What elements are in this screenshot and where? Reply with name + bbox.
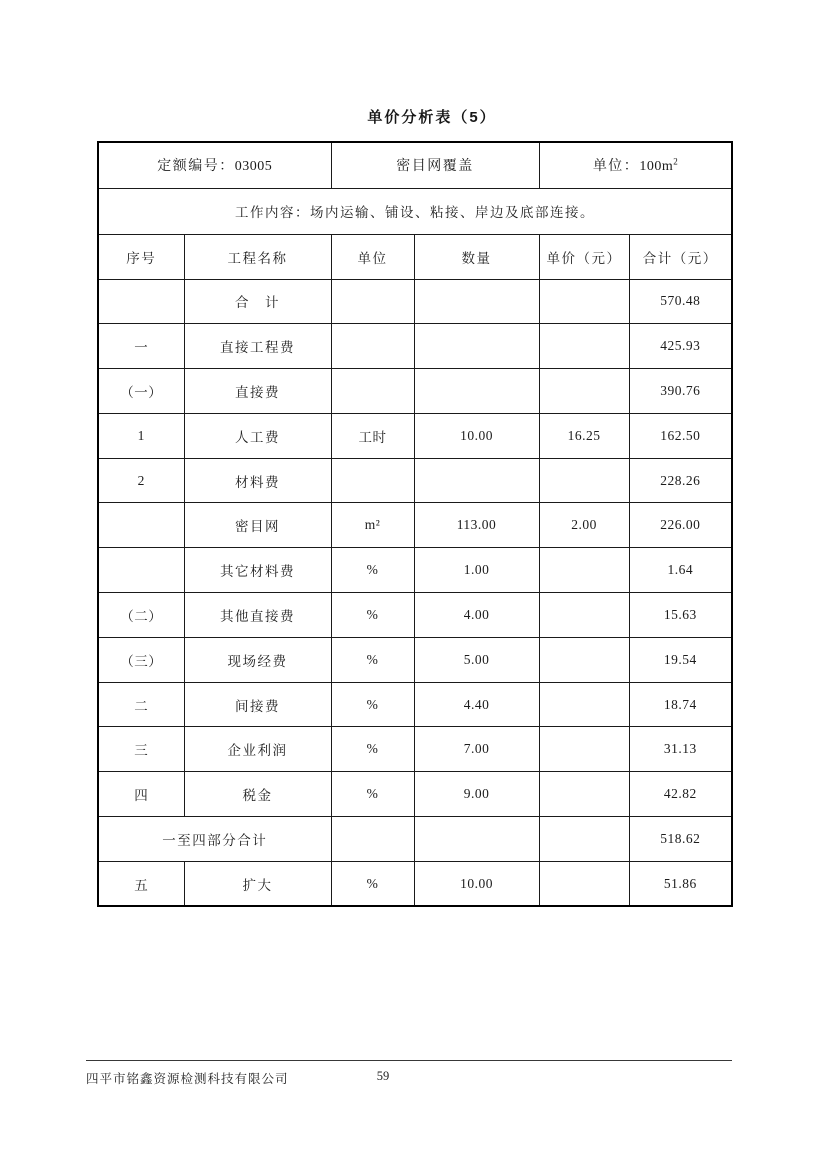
cell-total: 42.82 [629,772,732,817]
cell-name: 人工费 [184,413,331,458]
cell-seq: 一 [98,324,184,369]
cell-seq: （二） [98,593,184,638]
cell-price [539,279,629,324]
cell-qty: 1.00 [414,548,539,593]
cell-unit: 工时 [331,413,414,458]
cell-total: 51.86 [629,861,732,906]
measure-unit-value: 100m [639,159,674,175]
cell-unit [331,279,414,324]
cell-qty: 10.00 [414,413,539,458]
measure-unit-cell [539,142,732,188]
cell-price: 16.25 [539,413,629,458]
cell-unit [331,369,414,414]
cell-seq: 二 [98,682,184,727]
work-content-text: 工作内容：场内运输、铺设、粘接、岸边及底部连接。 [235,205,595,220]
cell-price [539,637,629,682]
cell-total: 19.54 [629,637,732,682]
measure-unit-superscript: 2 [673,156,678,167]
cell-unit: % [331,637,414,682]
cell-total: 1.64 [629,548,732,593]
cell-seq [98,279,184,324]
cell-unit [331,458,414,503]
quota-number-value: 03005 [234,159,273,175]
col-header-name: 工程名称 [184,234,331,279]
item-name-text: 密目网覆盖 [396,157,474,174]
cell-name: 材料费 [184,458,331,503]
item-name-cell [331,142,539,188]
cell-total: 570.48 [629,279,732,324]
cell-unit: % [331,727,414,772]
table-row [98,369,732,414]
col-header-seq: 序号 [98,234,184,279]
cell-price [539,861,629,906]
table-row [98,727,732,772]
cell-price: 2.00 [539,503,629,548]
cell-qty: 4.40 [414,682,539,727]
cell-total: 390.76 [629,369,732,414]
cell-unit: % [331,772,414,817]
col-header-unit: 单位 [331,234,414,279]
table-row-section-subtotal [98,817,732,862]
cell-price [539,324,629,369]
cell-name: 直接工程费 [184,324,331,369]
cell-price [539,772,629,817]
table-row [98,861,732,906]
cell-unit: % [331,861,414,906]
cell-name: 直接费 [184,369,331,414]
unit-price-analysis-table [97,141,733,907]
cell-qty: 10.00 [414,861,539,906]
cell-price [539,817,629,862]
cell-qty [414,369,539,414]
cell-name: 密目网 [184,503,331,548]
table-row [98,503,732,548]
col-header-total: 合计（元） [629,234,732,279]
cell-qty [414,279,539,324]
cell-price [539,369,629,414]
cell-name: 间接费 [184,682,331,727]
cell-qty: 113.00 [414,503,539,548]
cell-total: 15.63 [629,593,732,638]
cell-unit: % [331,548,414,593]
cell-seq [98,503,184,548]
cell-qty: 7.00 [414,727,539,772]
cell-qty [414,817,539,862]
cell-seq: 四 [98,772,184,817]
cell-seq [98,548,184,593]
cell-seq: （一） [98,369,184,414]
cell-seq: 2 [98,458,184,503]
table-row [98,682,732,727]
cell-total: 518.62 [629,817,732,862]
cell-qty: 9.00 [414,772,539,817]
cell-total: 162.50 [629,413,732,458]
column-header-row [98,234,732,279]
cell-price [539,458,629,503]
cell-seq: （三） [98,637,184,682]
table-row [98,593,732,638]
footer-company-name: 四平市铭鑫资源检测科技有限公司 [86,1072,289,1086]
info-row [98,142,732,188]
cell-seq: 五 [98,861,184,906]
quota-number-cell [98,142,331,188]
cell-unit: m² [331,503,414,548]
cell-total: 425.93 [629,324,732,369]
cell-price [539,727,629,772]
cell-unit: % [331,682,414,727]
page-title: 单价分析表（5） [367,109,497,126]
work-content-cell [98,188,732,234]
cell-name: 合 计 [184,279,331,324]
cell-name: 现场经费 [184,637,331,682]
cell-qty [414,324,539,369]
cell-price [539,548,629,593]
cell-price [539,682,629,727]
table-row [98,458,732,503]
col-header-price: 单价（元） [539,234,629,279]
cell-unit [331,817,414,862]
cell-total: 226.00 [629,503,732,548]
cell-qty: 5.00 [414,637,539,682]
footer-rule [86,1060,732,1061]
cell-seq: 三 [98,727,184,772]
cell-name: 扩大 [184,861,331,906]
table-row [98,772,732,817]
cell-total: 228.26 [629,458,732,503]
table-row [98,413,732,458]
table-row [98,324,732,369]
work-content-row [98,188,732,234]
cell-total: 18.74 [629,682,732,727]
table-row [98,548,732,593]
cell-unit: % [331,593,414,638]
cell-name: 税金 [184,772,331,817]
cell-seq: 1 [98,413,184,458]
cell-qty: 4.00 [414,593,539,638]
cell-qty [414,458,539,503]
table-row-grand-total [98,279,732,324]
table-row [98,637,732,682]
quota-number-label: 定额编号： [157,157,235,174]
cell-price [539,593,629,638]
cell-name: 其他直接费 [184,593,331,638]
col-header-qty: 数量 [414,234,539,279]
page-number: 59 [376,1069,390,1083]
cell-name: 其它材料费 [184,548,331,593]
cell-name: 企业利润 [184,727,331,772]
cell-unit [331,324,414,369]
cell-total: 31.13 [629,727,732,772]
measure-unit-label: 单位： [592,157,640,174]
cell-subtotal-label: 一至四部分合计 [98,817,331,862]
